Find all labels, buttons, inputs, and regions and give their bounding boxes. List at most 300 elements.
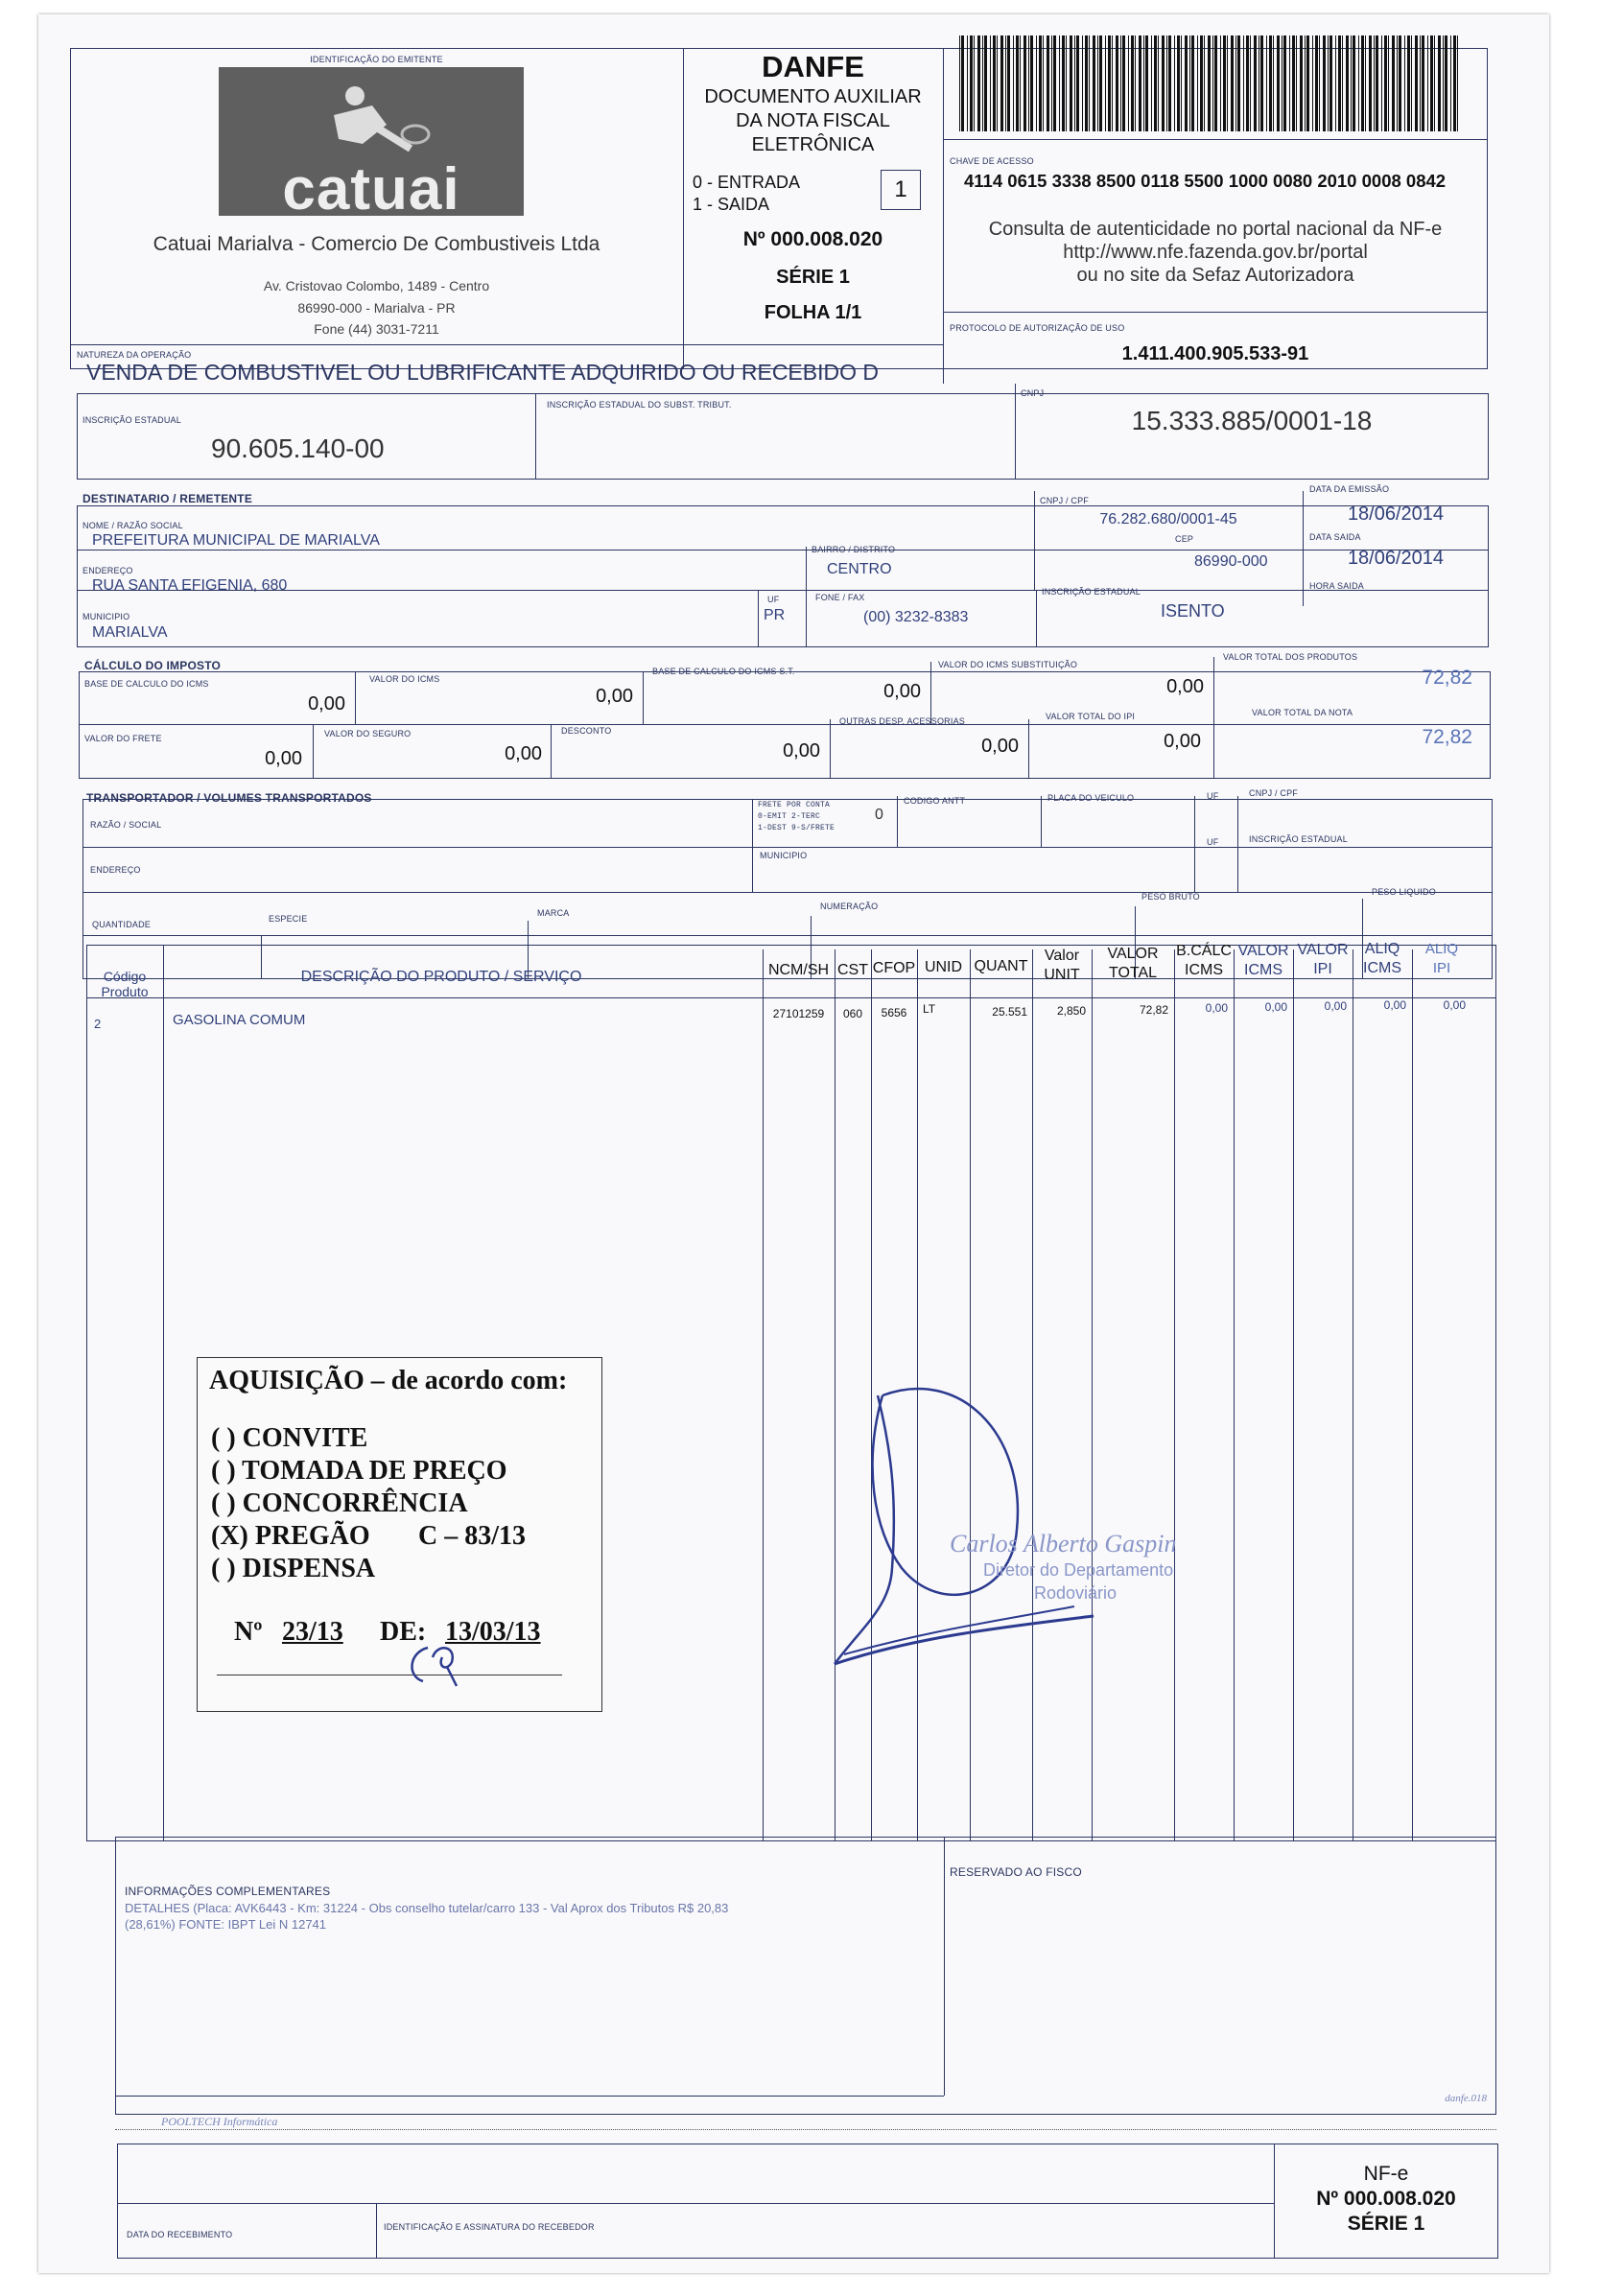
stamp-date: 13/03/13 [445, 1617, 541, 1647]
consulta-2: http://www.nfe.fazenda.gov.br/portal [1063, 242, 1368, 263]
imposto-label: CÁLCULO DO IMPOSTO [84, 659, 222, 672]
barcode-bar [1208, 35, 1211, 131]
barcode-bar [1036, 35, 1037, 131]
valor-icms-value: 0,00 [596, 686, 633, 707]
dest-emissao: 18/06/2014 [1347, 504, 1445, 525]
row-quant: 25.551 [992, 1005, 1027, 1019]
dest-municipio-label: MUNICIPIO [82, 612, 130, 621]
barcode-bar [1273, 35, 1274, 131]
barcode-bar [1374, 35, 1375, 131]
barcode-bar [982, 35, 983, 131]
dest-endereco-label: ENDEREÇO [82, 566, 133, 575]
barcode-bar [1381, 35, 1382, 131]
row-unid: LT [923, 1002, 936, 1016]
barcode-bar [1223, 35, 1226, 131]
dest-bairro-label: BAIRRO / DISTRITO [812, 545, 896, 554]
ie-st-label: INSCRIÇÃO ESTADUAL DO SUBST. TRIBUT. [547, 400, 732, 410]
barcode-bar [1028, 35, 1029, 131]
danfe-tipo-box: 1 [881, 170, 921, 210]
col-vtotal-header-1: VALOR [1107, 946, 1159, 962]
column-divider [1174, 949, 1175, 1841]
barcode-bar [1338, 35, 1341, 131]
barcode-bar [1020, 35, 1021, 131]
emitente-phone: Fone (44) 3031-7211 [314, 321, 439, 337]
row-descricao: GASOLINA COMUM [173, 1012, 306, 1028]
barcode-bar [1323, 35, 1326, 131]
consulta-3: ou no site da Sefaz Autorizadora [1076, 265, 1354, 286]
barcode-bar [1105, 35, 1106, 131]
base-st-label: BASE DE CALCULO DO ICMS S.T. [652, 667, 795, 676]
barcode-bar [967, 35, 968, 131]
row-cst: 060 [842, 1007, 863, 1020]
barcode-bar [1335, 35, 1336, 131]
barcode-bar [1415, 35, 1418, 131]
barcode-bar [1407, 35, 1410, 131]
barcode-bar [1039, 35, 1042, 131]
dest-emissao-label: DATA DA EMISSÃO [1309, 484, 1390, 494]
recebimento-label[interactable]: DATA DO RECEBIMENTO [127, 2230, 233, 2239]
dest-nome-label: NOME / RAZÃO SOCIAL [82, 521, 183, 530]
barcode-bar [1296, 35, 1297, 131]
barcode-bar [1181, 35, 1182, 131]
info-line-2: (28,61%) FONTE: IBPT Lei N 12741 [125, 1917, 327, 1932]
row-bc: 0,00 [1205, 1001, 1228, 1015]
transp-qtd-label: QUANTIDADE [92, 920, 152, 929]
emitente-label: IDENTIFICAÇÃO DO EMITENTE [310, 55, 443, 64]
danfe-title: DANFE [762, 50, 864, 83]
transp-uf-label: UF [1207, 791, 1219, 801]
barcode-bar [1174, 35, 1175, 131]
barcode-bar [1305, 35, 1306, 131]
barcode-bar [1030, 35, 1033, 131]
outras-label: OUTRAS DESP. ACESSORIAS [839, 716, 965, 726]
barcode-bar [1457, 35, 1458, 131]
transp-marca-label: MARCA [537, 908, 570, 918]
barcode-bar [1120, 35, 1121, 131]
row-ncm: 27101259 [772, 1007, 825, 1020]
stamp-num-label: Nº [234, 1617, 263, 1647]
col-quant-header: QUANT [974, 958, 1028, 974]
barcode-bar [1438, 35, 1441, 131]
logo-text: catuai [282, 156, 460, 223]
emitente-city: 86990-000 - Marialva - PR [297, 300, 456, 316]
col-aipi-header-1: ALIQ [1424, 941, 1459, 957]
stamp-pregao-number: C – 83/13 [418, 1521, 526, 1551]
barcode-bar [1277, 35, 1280, 131]
cut-line [115, 2129, 1496, 2130]
barcode-bar [1168, 35, 1171, 131]
dest-uf-label: UF [767, 595, 780, 604]
barcode-bar [1212, 35, 1213, 131]
barcode-bar [1070, 35, 1072, 131]
danfe-folha: FOLHA 1/1 [764, 302, 862, 323]
transp-municipio-label: MUNICIPIO [760, 851, 808, 860]
protocolo-label: PROTOCOLO DE AUTORIZAÇÃO DE USO [950, 323, 1125, 333]
total-prod-label: VALOR TOTAL DOS PRODUTOS [1223, 652, 1358, 662]
danfe-subtitle-2: DA NOTA FISCAL [736, 110, 890, 131]
column-divider [763, 949, 764, 1841]
barcode-bar [1024, 35, 1026, 131]
barcode-bar [1292, 35, 1295, 131]
barcode-bar [1420, 35, 1421, 131]
col-cfop-header: CFOP [872, 960, 916, 976]
barcode-bar [1430, 35, 1433, 131]
sig-stamp-role-2: Rodoviário [1034, 1583, 1118, 1603]
info-frame [115, 1837, 1496, 2115]
col-bc-header-1: B.CÁLC [1176, 943, 1232, 959]
col-vicms-header-1: VALOR [1237, 943, 1289, 959]
barcode-bar [1231, 35, 1234, 131]
recebedor-label[interactable]: IDENTIFICAÇÃO E ASSINATURA DO RECEBEDOR [384, 2222, 595, 2232]
total-nota-value: 72,82 [1422, 726, 1472, 748]
barcode-bar [1145, 35, 1148, 131]
valor-icms-label: VALOR DO ICMS [369, 674, 440, 684]
transp-frete-1: FRETE POR CONTA [758, 801, 831, 809]
dest-municipio: MARIALVA [92, 624, 168, 641]
barcode-bar [1059, 35, 1060, 131]
ie-value: 90.605.140-00 [211, 433, 385, 463]
barcode-bar [1411, 35, 1412, 131]
barcode-bar [1139, 35, 1141, 131]
signature-icon [825, 1376, 1103, 1674]
column-divider [1412, 949, 1413, 1841]
row-vipi: 0,00 [1324, 999, 1347, 1013]
transp-frete-2: 0-EMIT 2-TERC [758, 812, 821, 821]
col-codigo-header: Código Produto [101, 969, 149, 999]
barcode-bar [1319, 35, 1320, 131]
barcode-bar [974, 35, 975, 131]
outras-value: 0,00 [981, 736, 1019, 757]
barcode-bar [1158, 35, 1159, 131]
chave-value: 4114 0615 3338 8500 0118 5500 1000 0080 2010 0008 0842 [964, 171, 1447, 191]
transp-frete-3: 1-DEST 9-S/FRETE [758, 824, 835, 832]
dest-uf: PR [764, 607, 786, 623]
barcode-bar [1351, 35, 1352, 131]
barcode-bar [1166, 35, 1167, 131]
barcode-bar [1376, 35, 1378, 131]
barcode-bar [1005, 35, 1006, 131]
emitente-logo [219, 67, 524, 223]
column-divider [1293, 949, 1294, 1841]
barcode-bar [1266, 35, 1267, 131]
row-vicms: 0,00 [1264, 1000, 1287, 1014]
barcode-bar [1235, 35, 1236, 131]
barcode-bar [1093, 35, 1095, 131]
barcode-bar [1243, 35, 1244, 131]
barcode-bar [1254, 35, 1257, 131]
barcode-bar [1453, 35, 1456, 131]
row-aicms: 0,00 [1383, 998, 1406, 1012]
barcode-bar [1143, 35, 1144, 131]
dest-saida-label: DATA SAIDA [1309, 532, 1361, 542]
ie-label: INSCRIÇÃO ESTADUAL [82, 415, 181, 425]
sig-stamp-role-1: Diretor do Departamento [983, 1560, 1174, 1580]
barcode-bar [1227, 35, 1228, 131]
barcode-bar [1185, 35, 1188, 131]
stamp-opt-convite: ( ) CONVITE [211, 1423, 368, 1453]
col-vunit-header-1: Valor [1044, 948, 1080, 964]
barcode-bar [1443, 35, 1444, 131]
total-nota-label: VALOR TOTAL DA NOTA [1252, 708, 1353, 717]
barcode-bar [1450, 35, 1451, 131]
barcode-bar [1062, 35, 1065, 131]
barcode-bar [1250, 35, 1251, 131]
barcode-bar [1300, 35, 1303, 131]
cnpj-value: 15.333.885/0001-18 [1131, 406, 1373, 435]
barcode-bar [1189, 35, 1190, 131]
barcode-bar [1289, 35, 1290, 131]
column-divider [163, 945, 164, 1841]
natureza-value: VENDA DE COMBUSTIVEL OU LUBRIFICANTE ADQUIRIDO OU RECEBIDO D [86, 360, 880, 385]
row-codigo: 2 [94, 1017, 102, 1031]
barcode-bar [1116, 35, 1118, 131]
barcode-bar [1128, 35, 1129, 131]
desconto-value: 0,00 [783, 740, 820, 761]
natureza-label: NATUREZA DA OPERAÇÃO [77, 350, 192, 360]
col-vicms-header-2: ICMS [1244, 962, 1282, 978]
barcode-bar [1306, 35, 1309, 131]
fisco-label: RESERVADO AO FISCO [950, 1865, 1082, 1879]
barcode-bar [1358, 35, 1359, 131]
base-icms-value: 0,00 [308, 693, 345, 715]
stamp-opt-pregao: (X) PREGÃO [211, 1521, 370, 1551]
stamp-title: AQUISIÇÃO – de acordo com: [209, 1366, 568, 1395]
transp-placa-label: PLACA DO VEICULO [1047, 793, 1135, 803]
stamp-opt-dispensa: ( ) DISPENSA [211, 1554, 376, 1583]
transp-antt-label: CODIGO ANTT [904, 796, 966, 806]
transp-ie-label: INSCRIÇÃO ESTADUAL [1249, 834, 1348, 844]
barcode-bar [1177, 35, 1180, 131]
barcode-bar [984, 35, 987, 131]
barcode-bar [1074, 35, 1075, 131]
barcode-bar [1108, 35, 1111, 131]
barcode-bar [1312, 35, 1313, 131]
aquisicao-stamp [197, 1357, 602, 1712]
barcode-bar [1197, 35, 1198, 131]
transp-razao-label: RAZÃO / SOCIAL [90, 820, 162, 830]
stamp-opt-concorrencia: ( ) CONCORRÊNCIA [211, 1488, 468, 1518]
barcode-bar [1422, 35, 1424, 131]
barcode-bar [1076, 35, 1079, 131]
barcode-bar [1085, 35, 1088, 131]
valor-st-label: VALOR DO ICMS SUBSTITUIÇÃO [938, 660, 1078, 669]
barcode-bar [1329, 35, 1332, 131]
barcode-bar [1369, 35, 1372, 131]
barcode-bar [1399, 35, 1401, 131]
barcode-bar [1283, 35, 1286, 131]
emitente-address: Av. Cristovao Colombo, 1489 - Centro [263, 278, 490, 293]
transp-liquido-label: PESO LIQUIDO [1372, 887, 1436, 897]
ipi-label: VALOR TOTAL DO IPI [1046, 712, 1136, 721]
dest-ie: ISENTO [1161, 601, 1225, 621]
cnpj-label: CNPJ [1021, 388, 1045, 398]
transp-especie-label: ESPECIE [269, 914, 308, 924]
frete-label: VALOR DO FRETE [84, 734, 162, 743]
barcode-bar [1112, 35, 1113, 131]
col-ncm-header: NCM/SH [767, 962, 830, 978]
danfe-subtitle-1: DOCUMENTO AUXILIAR [704, 86, 922, 107]
barcode-bar [1342, 35, 1343, 131]
version-text: danfe.018 [1445, 2093, 1487, 2104]
info-line-1: DETALHES (Placa: AVK6443 - Km: 31224 - Obs conselho tutelar/carro 133 - Val Aprox dos Tributos R$ 20,83 [125, 1901, 729, 1915]
col-vtotal-header-2: TOTAL [1108, 965, 1158, 981]
barcode-bar [1131, 35, 1134, 131]
barcode-bar [1434, 35, 1435, 131]
col-aicms-header-1: ALIQ [1364, 941, 1400, 957]
barcode-bar [1315, 35, 1318, 131]
column-divider [1234, 949, 1235, 1841]
barcode-bar [1269, 35, 1272, 131]
row-vtotal: 72,82 [1139, 1003, 1168, 1017]
dest-hora-label: HORA SAIDA [1309, 581, 1365, 591]
emitente-name: Catuai Marialva - Comercio De Combustiveis Ltda [153, 233, 600, 255]
dest-cep: 86990-000 [1194, 553, 1268, 570]
transp-bruto-label: PESO BRUTO [1141, 892, 1200, 902]
ipi-value: 0,00 [1164, 731, 1201, 752]
chave-label: CHAVE DE ACESSO [950, 156, 1034, 166]
canhoto-serie: SÉRIE 1 [1347, 2213, 1425, 2235]
barcode-bar [1346, 35, 1349, 131]
transp-endereco-label: ENDEREÇO [90, 865, 141, 875]
barcode-bar [961, 35, 964, 131]
barcode-bar [1384, 35, 1387, 131]
dest-cnpj-label: CNPJ / CPF [1040, 496, 1090, 505]
danfe-document [38, 14, 1549, 2273]
dest-cep-label: CEP [1175, 534, 1194, 544]
barcode-bar [1392, 35, 1395, 131]
barcode-bar [1220, 35, 1221, 131]
dest-nome: PREFEITURA MUNICIPAL DE MARIALVA [92, 532, 380, 549]
barcode-bar [1122, 35, 1125, 131]
dest-ie-label: INSCRIÇÃO ESTADUAL [1042, 587, 1141, 597]
dest-bairro: CENTRO [827, 561, 892, 577]
barcode-bar [1214, 35, 1217, 131]
transp-frete-value: 0 [875, 807, 883, 823]
barcode-bar [1043, 35, 1044, 131]
barcode-bar [1151, 35, 1152, 131]
barcode-bar [1016, 35, 1019, 131]
stamp-num: 23/13 [282, 1617, 343, 1647]
dest-cnpj: 76.282.680/0001-45 [1099, 511, 1237, 527]
barcode-bar [1361, 35, 1364, 131]
consulta-1: Consulta de autenticidade no portal nacional da NF-e [988, 219, 1443, 240]
valor-st-value: 0,00 [1166, 676, 1204, 697]
barcode-bar [1427, 35, 1428, 131]
barcode-bar [1191, 35, 1194, 131]
barcode-bar [1260, 35, 1263, 131]
dest-fone-label: FONE / FAX [815, 593, 865, 602]
canhoto-nfe: NF-e [1363, 2163, 1409, 2185]
destinatario-label: DESTINATARIO / REMETENTE [82, 492, 253, 505]
barcode-bar [970, 35, 973, 131]
danfe-subtitle-3: ELETRÔNICA [751, 134, 875, 155]
barcode-bar [1328, 35, 1329, 131]
barcode-bar [1053, 35, 1056, 131]
barcode-bar [990, 35, 991, 131]
barcode-bar [1162, 35, 1165, 131]
dest-saida: 18/06/2014 [1347, 548, 1445, 569]
transp-numeracao-label: NUMERAÇÃO [820, 902, 879, 911]
barcode-bar [1099, 35, 1102, 131]
barcode-bar [977, 35, 980, 131]
barcode-bar [1365, 35, 1366, 131]
transp-uf-label-2: UF [1207, 837, 1219, 847]
barcode-bar [1135, 35, 1136, 131]
col-cst-header: CST [837, 962, 868, 978]
barcode-bar [1013, 35, 1014, 131]
stamp-initials-icon [399, 1638, 476, 1696]
col-unid-header: UNID [924, 959, 963, 975]
col-bc-header-2: ICMS [1185, 962, 1223, 978]
barcode-bar [1397, 35, 1398, 131]
software-text: POOLTECH Informática [161, 2115, 278, 2128]
transportador-label: TRANSPORTADOR / VOLUMES TRANSPORTADOS [86, 791, 372, 805]
barcode-bar [997, 35, 998, 131]
barcode-bar [1007, 35, 1010, 131]
logo-figure-icon [219, 67, 524, 163]
protocolo-value: 1.411.400.905.533-91 [1121, 343, 1309, 364]
barcode-bar [1237, 35, 1240, 131]
col-vipi-header-2: IPI [1313, 961, 1332, 977]
danfe-entrada: 0 - ENTRADA [693, 173, 801, 192]
seguro-value: 0,00 [505, 743, 542, 764]
barcode-bar [1047, 35, 1049, 131]
transp-cnpj-label: CNPJ / CPF [1249, 788, 1299, 798]
barcode-bar [1404, 35, 1405, 131]
base-st-value: 0,00 [883, 681, 921, 702]
barcode-bar [1388, 35, 1389, 131]
col-aipi-header-2: IPI [1432, 960, 1451, 976]
barcode [959, 35, 1477, 131]
canhoto-numero: Nº 000.008.020 [1316, 2188, 1456, 2210]
col-aicms-header-2: ICMS [1363, 960, 1401, 976]
info-label: INFORMAÇÕES COMPLEMENTARES [125, 1885, 331, 1898]
barcode-bar [1000, 35, 1003, 131]
barcode-bar [1082, 35, 1083, 131]
row-vunit: 2,850 [1056, 1004, 1086, 1018]
barcode-bar [959, 35, 960, 131]
seguro-label: VALOR DO SEGURO [324, 729, 412, 738]
barcode-bar [1445, 35, 1447, 131]
barcode-bar [1204, 35, 1205, 131]
barcode-bar [1246, 35, 1249, 131]
frete-value: 0,00 [265, 748, 302, 769]
stamp-de-label: DE: [380, 1617, 427, 1647]
dest-endereco: RUA SANTA EFIGENIA, 680 [92, 577, 288, 594]
danfe-saida: 1 - SAIDA [693, 195, 770, 214]
barcode-bar [1051, 35, 1052, 131]
stamp-opt-tomada: ( ) TOMADA DE PREÇO [211, 1456, 507, 1486]
barcode-bar [1066, 35, 1067, 131]
sig-stamp-name: Carlos Alberto Gaspin [950, 1530, 1177, 1558]
total-prod-value: 72,82 [1422, 667, 1472, 689]
dest-fone: (00) 3232-8383 [863, 609, 969, 625]
barcode-bar [993, 35, 996, 131]
danfe-numero: Nº 000.008.020 [742, 228, 883, 250]
col-descricao-header: DESCRIÇÃO DO PRODUTO / SERVIÇO [300, 969, 582, 985]
row-cfop: 5656 [881, 1006, 907, 1019]
barcode-bar [1353, 35, 1355, 131]
base-icms-label: BASE DE CALCULO DO ICMS [84, 679, 209, 689]
barcode-bar [1154, 35, 1157, 131]
row-aipi: 0,00 [1443, 998, 1466, 1012]
desconto-label: DESCONTO [561, 726, 612, 736]
barcode-bar [1200, 35, 1203, 131]
barcode-bar [1097, 35, 1098, 131]
col-vipi-header-1: VALOR [1297, 942, 1349, 958]
col-vunit-header-2: UNIT [1044, 967, 1080, 983]
danfe-serie: SÉRIE 1 [776, 267, 850, 288]
